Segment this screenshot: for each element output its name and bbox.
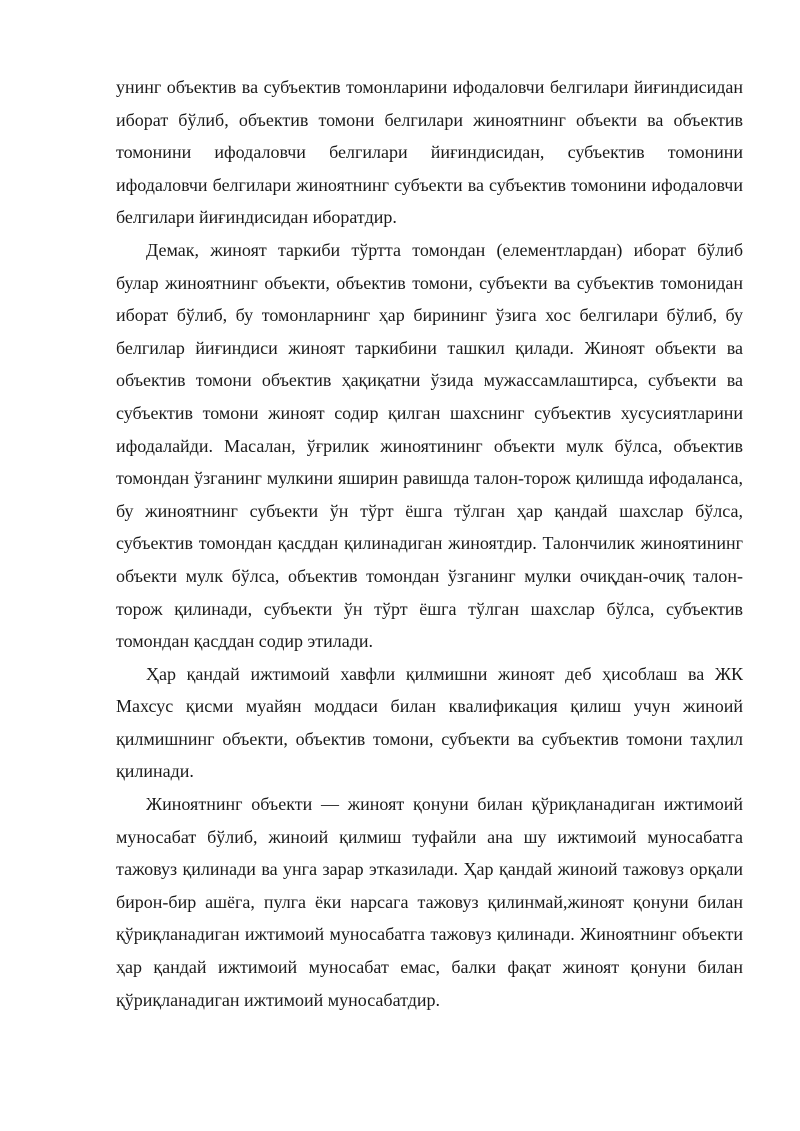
paragraph-crime-object: Жиноятнинг объекти — жиноят қонуни билан қўриқланадиган ижтимоий муносабат бўлиб, жиноий қилмиш туфайли ана шу ижтимоий муносабатга тажовуз қилинади ва унга зарар этказилади. Ҳар қандай жиноий тажовуз орқали бирон-бир ашёга, пулга ёки нарсага тажовуз қилинмай,жиноят қонуни билан қўриқланадиган ижтимоий муносабатга тажовуз қилинади. Жиноятнинг объекти ҳар қандай ижтимоий муносабат емас, балки фақат жиноят қонуни билан қўриқланадиган ижтимоий муносабатдир.: [116, 794, 743, 1010]
paragraph-crime-composition: Демак, жиноят таркиби тўртта томондан (елементлардан) иборат бўлиб булар жиноятнинг объекти, объектив томони, субъекти ва субъектив томонидан иборат бўлиб, бу томонларнинг ҳар бирининг ўзига хос белгилари бўлиб, бу белгилар йиғиндиси жиноят таркибини ташкил қилади. Жиноят объекти ва объектив томони объектив ҳақиқатни ўзида мужассамлаштирса, субъекти ва субъектив томони жиноят содир қилган шахснинг субъектив хусусиятларини ифодалайди. Масалан, ўғрилик жиноятининг объекти мулк бўлса, объектив томондан ўзганинг мулкини яширин равишда талон-торож қилишда ифодаланса, бу жиноятнинг субъекти ўн тўрт ёшга тўлган ҳар қандай шахслар бўлса, субъектив томондан қасддан қилинадиган жиноятдир. Талончилик жиноятининг объекти мулк бўлса, объектив томондан ўзганинг мулки очиқдан-очиқ талон-торож қилинади, субъекти ўн тўрт ёшга тўлган шахслар бўлса, субъектив томондан қасддан содир этилади.: [116, 239, 743, 652]
paragraph-qualification: Ҳар қандай ижтимоий хавфли қилмишни жиноят деб ҳисоблаш ва ЖК Махсус қисми муайян моддаси билан квалификация қилиш учун жиноий қилмишнинг объекти, объектив томони, субъекти ва субъектив томони таҳлил қилинади.: [116, 663, 743, 782]
paragraph-continuation: унинг объектив ва субъектив томонларини ифодаловчи белгилари йиғиндисидан иборат бўлиб, объектив томони белгилари жиноятнинг объекти ва объектив томонини ифодаловчи белгилари йиғиндисидан, субъектив томонини ифодаловчи белгилари жиноятнинг субъекти ва субъектив томонини ифодаловчи белгилари йиғиндисидан иборатдир.: [116, 77, 743, 228]
document-page: [116, 71, 743, 1016]
